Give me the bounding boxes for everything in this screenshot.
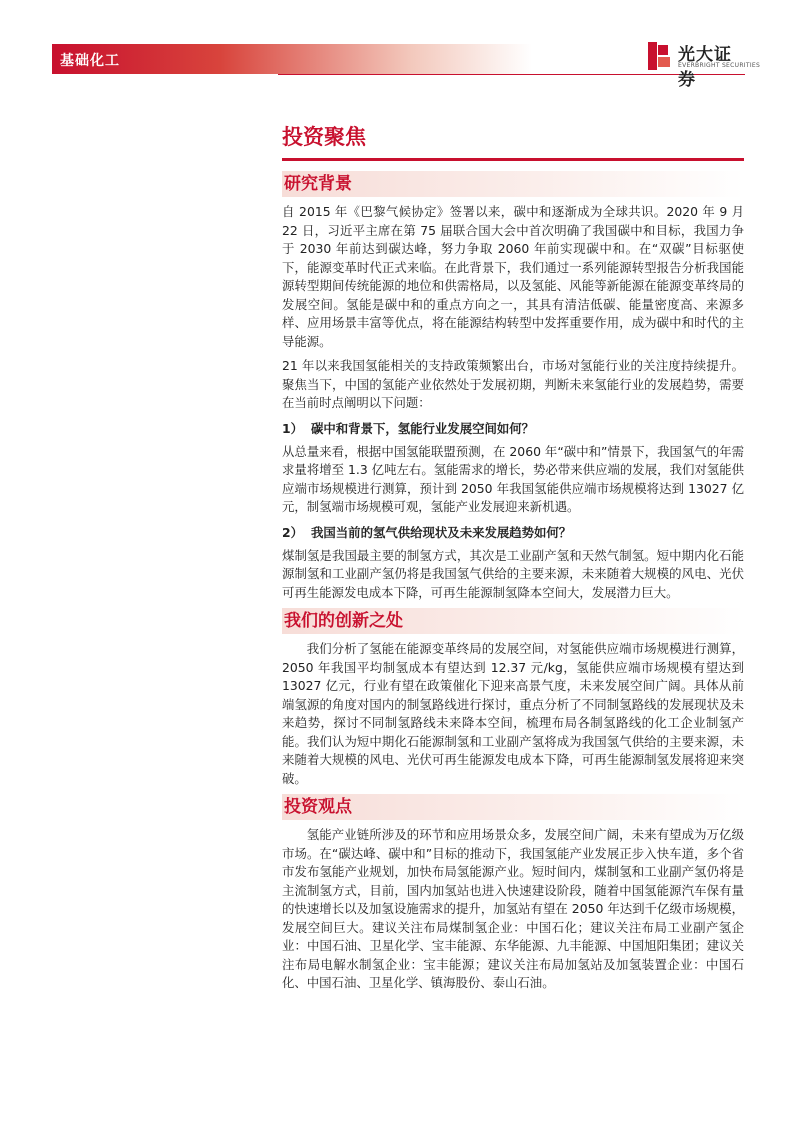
question-2-text: 我国当前的氢气供给现状及未来发展趋势如何？: [311, 524, 572, 540]
page-title: 投资聚焦: [282, 125, 366, 149]
view-paragraph: 氢能产业链所涉及的环节和应用场景众多，发展空间广阔，未来有望成为万亿级市场。在“碳达峰、碳中和”目标的推动下，我国氢能产业发展正步入快车道，多个省市发布氢能产业规划，加快布局氢能源产业。短时间内，煤制氢和工业副产氢仍将是主流制氢方式，目前，国内加氢站也进入快速建设阶段，随着中国氢能源汽车保有量的快速增长以及加氢设施需求的提升，加氢站有望在 2050 年达到千亿级市场规模，发展空间巨大。建议关注布局煤制氢企业：中国石化；建议关注布局工业副产氢企业：中国石油、卫星化学、宝丰能源、东华能源、九丰能源、中国旭阳集团；建议关注布局电解水制氢企业：宝丰能源；建议关注布局加氢站及加氢装置企业：中国石化、中国石油、卫星化学、镇海股份、泰山石油。: [282, 827, 744, 990]
brand-subtitle: EVERBRIGHT SECURITIES: [678, 62, 761, 69]
question-2-number: 2）: [282, 524, 304, 540]
section-heading-background: 研究背景: [282, 171, 744, 197]
background-paragraph-3: 从总量来看，根据中国氢能联盟预测，在 2060 年“碳中和”情景下，我国氢气的年需求量将增至 1.3 亿吨左右。氢能需求的增长，势必带来供应端的发展，我们对氢能供应端市场规模进行测算，预计到 2050 年我国氢能供应端市场规模将达到 13027 亿元，制氢端市场规模可观，氢能产业发展迎来新机遇。: [282, 443, 744, 514]
section-heading-innovation: 我们的创新之处: [282, 608, 744, 634]
question-1: [282, 419, 744, 438]
title-rule: [282, 158, 744, 161]
question-2: [282, 523, 744, 542]
header-band: [52, 44, 532, 74]
brand-logo-block: [648, 40, 761, 90]
background-paragraph-1: 自 2015 年《巴黎气候协定》签署以来，碳中和逐渐成为全球共识。2020 年 9 月 22 日，习近平主席在第 75 届联合国大会中首次明确了我国碳中和目标，我国力争于 2030 年前达到碳达峰，努力争取 2060 年前实现碳中和。在“双碳”目标驱使下，能源变革时代正式来临。在此背景下，我们通过一系列能源转型报告分析我国能源转型期间传统能源的地位和供需格局，以及氢能、风能等新能源在能源变革终局的发展空间。氢能是碳中和的重点方向之一，其具有清洁低碳、能量密度高、来源多样、应用场景丰富等优点，将在能源结构转型中发挥重要作用，成为碳中和时代的主导能源。: [282, 204, 744, 349]
innovation-paragraph: 我们分析了氢能在能源变革终局的发展空间，对氢能供应端市场规模进行测算，2050 年我国平均制氢成本有望达到 12.37 元/kg，氢能供应端市场规模有望达到 13027 亿元，行业有望在政策催化下迎来高景气度，未来发展空间广阔。具体从前端氢源的角度对国内的制氢路线进行探讨，重点分析了不同制氢路线的发展现状及未来趋势，探讨不同制氢路线未来降本空间，梳理布局各制氢路线的化工企业制氢产能。我们认为短中期化石能源制氢和工业副产氢将成为我国氢气供给的主要来源，未来随着大规模的风电、光伏可再生能源发电成本下降，可再生能源制氢发展将迎来突破。: [282, 641, 744, 786]
background-paragraph-4: 煤制氢是我国最主要的制氢方式，其次是工业副产氢和天然气制氢。短中期内化石能源制氢和工业副产氢仍将是我国氢气供给的主要来源，未来随着大规模的风电、光伏可再生能源发电成本下降，可再生能源制氢降本空间大，发展潜力巨大。: [282, 547, 744, 600]
background-paragraph-2: 21 年以来我国氢能相关的支持政策频繁出台，市场对氢能行业的关注度持续提升。聚焦当下，中国的氢能产业依然处于发展初期，判断未来氢能行业的发展趋势，需要在当前时点阐明以下问题：: [282, 358, 744, 410]
question-1-number: 1）: [282, 420, 304, 436]
main-content: [282, 122, 744, 999]
section-heading-view: 投资观点: [282, 794, 744, 820]
report-category: 基础化工: [60, 53, 120, 69]
question-1-text: 碳中和背景下，氢能行业发展空间如何？: [311, 420, 535, 436]
header-divider: [278, 74, 745, 75]
brand-name: 光大证券: [678, 45, 732, 90]
everbright-logo-icon: [648, 42, 670, 70]
